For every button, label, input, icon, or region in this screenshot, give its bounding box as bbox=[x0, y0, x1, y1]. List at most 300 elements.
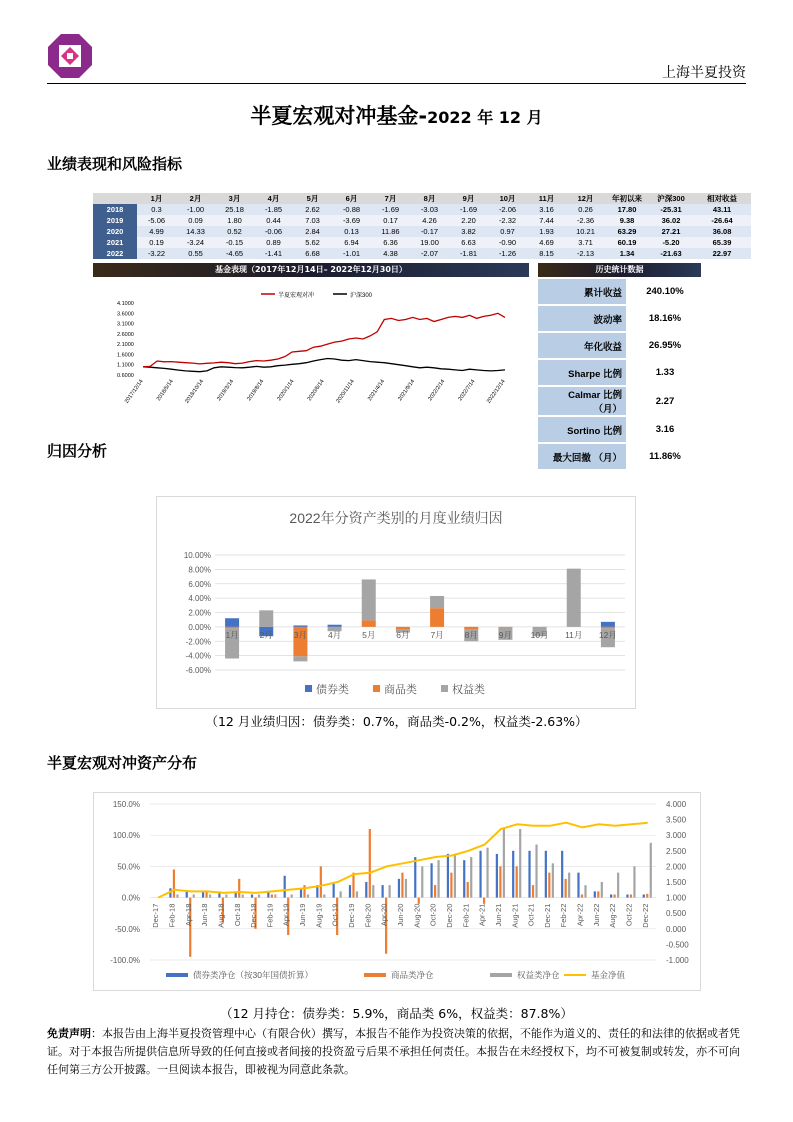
table-row bbox=[93, 204, 751, 215]
disclaimer-label: 免责声明 bbox=[47, 1027, 91, 1040]
bar-segment bbox=[601, 622, 615, 627]
y-tick-label: -4.00% bbox=[185, 651, 211, 661]
y-right-tick-label: 3.000 bbox=[666, 831, 687, 841]
x-tick-label: 2017/12/14 bbox=[123, 378, 145, 405]
bar bbox=[389, 885, 391, 897]
bar bbox=[340, 891, 342, 897]
y-tick-label: 4.1000 bbox=[117, 301, 134, 307]
x-tick-label: Apr-21 bbox=[477, 903, 487, 927]
x-tick-label: 2022/2/14 bbox=[427, 378, 447, 403]
perf-header-cell: 2月 bbox=[176, 193, 215, 204]
bar-segment bbox=[567, 569, 581, 627]
bar bbox=[414, 857, 416, 898]
y-left-tick-label: -50.0% bbox=[114, 924, 140, 934]
table-cell: 6.68 bbox=[293, 248, 332, 259]
table-cell: -1.69 bbox=[371, 204, 410, 215]
table-cell: 0.09 bbox=[176, 215, 215, 226]
bar bbox=[418, 898, 420, 904]
table-cell: 3.16 bbox=[527, 204, 566, 215]
attribution-chart-svg bbox=[157, 497, 635, 708]
y-tick-label: 2.1000 bbox=[117, 342, 134, 349]
x-tick-label: 4月 bbox=[327, 629, 342, 640]
table-cell: 10.21 bbox=[566, 226, 605, 237]
year-cell: 2019 bbox=[93, 215, 137, 226]
table-cell: 27.21 bbox=[649, 226, 693, 237]
table-cell: -2.32 bbox=[488, 215, 527, 226]
stat-row bbox=[538, 444, 704, 469]
table-cell: -0.17 bbox=[410, 226, 449, 237]
y-tick-label: 0.6000 bbox=[117, 373, 134, 379]
bar-segment bbox=[293, 656, 307, 661]
x-tick-label: Oct-22 bbox=[624, 903, 634, 927]
x-tick-label: Aug-19 bbox=[314, 903, 324, 928]
table-cell: 5.62 bbox=[293, 237, 332, 248]
y-tick-label: 0.00% bbox=[188, 622, 211, 632]
table-cell: 0.55 bbox=[176, 248, 215, 259]
x-tick-label: 11月 bbox=[565, 629, 583, 640]
table-cell: 4.99 bbox=[137, 226, 176, 237]
stat-value: 11.86% bbox=[626, 444, 704, 469]
y-tick-label: 4.00% bbox=[188, 594, 211, 604]
bar bbox=[483, 898, 485, 904]
title-main: 半夏宏观对冲基金- bbox=[250, 104, 428, 128]
perf-header-cell: 3月 bbox=[215, 193, 254, 204]
bar bbox=[303, 885, 305, 897]
legend-label: 权益类 bbox=[452, 684, 485, 696]
x-tick-label: Dec-17 bbox=[151, 903, 161, 928]
table-cell: -2.36 bbox=[566, 215, 605, 226]
bar bbox=[235, 893, 237, 898]
x-tick-label: Oct-18 bbox=[232, 903, 242, 927]
table-cell: 65.39 bbox=[693, 237, 751, 248]
bar-segment bbox=[396, 627, 410, 629]
perf-header-cell: 10月 bbox=[488, 193, 527, 204]
table-cell: 0.44 bbox=[254, 215, 293, 226]
x-tick-label: Aug-21 bbox=[510, 903, 520, 928]
y-tick-label: -6.00% bbox=[185, 666, 211, 675]
bar bbox=[581, 894, 583, 897]
year-cell: 2021 bbox=[93, 237, 137, 248]
table-cell: 7.03 bbox=[293, 215, 332, 226]
table-cell: 1.93 bbox=[527, 226, 566, 237]
bar-segment bbox=[225, 627, 239, 628]
x-tick-label: Jun-22 bbox=[591, 903, 601, 927]
table-cell: -2.06 bbox=[488, 204, 527, 215]
x-tick-label: Oct-21 bbox=[526, 903, 536, 927]
bar-segment bbox=[225, 618, 239, 627]
bar bbox=[545, 851, 547, 898]
table-cell: 19.00 bbox=[410, 237, 449, 248]
legend-swatch bbox=[305, 685, 312, 692]
bar bbox=[225, 894, 227, 897]
table-cell: 63.29 bbox=[605, 226, 649, 237]
attribution-chart bbox=[156, 496, 636, 709]
y-left-tick-label: 0.0% bbox=[121, 893, 140, 903]
stat-label: 波动率 bbox=[538, 306, 626, 331]
bar bbox=[643, 894, 645, 897]
table-cell: -3.69 bbox=[332, 215, 371, 226]
legend-label: 债券类净仓（按30年国债折算） bbox=[193, 970, 313, 980]
table-cell: -4.65 bbox=[215, 248, 254, 259]
stat-value: 3.16 bbox=[626, 417, 704, 442]
stat-row bbox=[538, 279, 704, 304]
table-cell: -1.85 bbox=[254, 204, 293, 215]
legend-label: 权益类净仓 bbox=[517, 970, 560, 980]
x-tick-label: 10月 bbox=[530, 629, 549, 640]
header-divider bbox=[47, 83, 746, 84]
legend-fund-label: 半夏宏观对冲 bbox=[278, 293, 315, 299]
y-tick-label: 2.6000 bbox=[117, 331, 134, 338]
legend-swatch bbox=[166, 973, 188, 977]
table-cell: 1.80 bbox=[215, 215, 254, 226]
x-tick-label: Apr-19 bbox=[281, 903, 291, 927]
table-cell: 6.94 bbox=[332, 237, 371, 248]
perf-header-cell: 8月 bbox=[410, 193, 449, 204]
bar bbox=[535, 845, 537, 898]
bar bbox=[401, 873, 403, 898]
table-cell: 0.52 bbox=[215, 226, 254, 237]
stat-label: 最大回撤 （月） bbox=[538, 444, 626, 469]
bar bbox=[450, 873, 452, 898]
stat-row bbox=[538, 387, 704, 415]
table-cell: 4.69 bbox=[527, 237, 566, 248]
perf-header-cell: 相对收益 bbox=[693, 193, 751, 204]
bar bbox=[577, 873, 579, 898]
bar-segment bbox=[362, 620, 376, 626]
y-right-tick-label: 2.500 bbox=[666, 846, 687, 856]
y-left-tick-label: 100.0% bbox=[112, 831, 140, 841]
perf-header-cell: 沪深300 bbox=[649, 193, 693, 204]
perf-header-cell: 5月 bbox=[293, 193, 332, 204]
x-tick-label: 2019/8/14 bbox=[246, 378, 266, 403]
section-title-attribution: 归因分析 bbox=[47, 442, 108, 460]
table-cell: 7.44 bbox=[527, 215, 566, 226]
x-tick-label: Oct-20 bbox=[428, 903, 438, 927]
y-left-tick-label: 150.0% bbox=[112, 800, 140, 809]
table-cell: 3.71 bbox=[566, 237, 605, 248]
bar bbox=[369, 829, 371, 898]
y-tick-label: 1.6000 bbox=[117, 352, 134, 359]
x-tick-label: 2020/6/14 bbox=[306, 378, 326, 403]
y-left-tick-label: -100.0% bbox=[110, 956, 140, 965]
bar bbox=[372, 885, 374, 897]
bar bbox=[398, 879, 400, 898]
table-cell: 60.19 bbox=[605, 237, 649, 248]
y-right-tick-label: 0.500 bbox=[666, 909, 687, 919]
table-row bbox=[93, 237, 751, 248]
table-cell: -3.22 bbox=[137, 248, 176, 259]
table-cell: 14.33 bbox=[176, 226, 215, 237]
legend-swatch bbox=[490, 973, 512, 977]
x-tick-label: Jun-21 bbox=[493, 903, 503, 927]
table-row bbox=[93, 215, 751, 226]
table-cell: 36.08 bbox=[693, 226, 751, 237]
history-stats-container bbox=[538, 277, 704, 471]
bar bbox=[548, 873, 550, 898]
nav-chart-banner: 基金表现（2017年12月14日– 2022年12月30日） bbox=[93, 263, 529, 277]
x-tick-label: Jun-19 bbox=[298, 903, 308, 927]
attribution-caption: （12 月业绩归因：债券类：0.7%，商品类-0.2%，权益类-2.63%） bbox=[205, 714, 588, 729]
bar bbox=[430, 863, 432, 897]
x-tick-label: 2022/12/14 bbox=[485, 378, 507, 405]
stat-value: 240.10% bbox=[626, 279, 704, 304]
legend-swatch bbox=[364, 973, 386, 977]
x-tick-label: 12月 bbox=[598, 629, 617, 640]
y-right-tick-label: 2.000 bbox=[666, 862, 687, 872]
section-title-allocation: 半夏宏观对冲资产分布 bbox=[47, 754, 198, 772]
title-date: 2022 年 12 月 bbox=[427, 108, 543, 127]
bar bbox=[499, 866, 501, 897]
table-cell: 9.38 bbox=[605, 215, 649, 226]
x-tick-label: 2018/10/14 bbox=[184, 378, 205, 405]
x-tick-label: 2020/1/14 bbox=[276, 378, 296, 403]
company-logo bbox=[47, 33, 93, 79]
x-tick-label: 6月 bbox=[396, 629, 410, 640]
perf-header-cell: 11月 bbox=[527, 193, 566, 204]
bar bbox=[512, 851, 514, 898]
bar-segment bbox=[328, 625, 342, 627]
bar bbox=[594, 891, 596, 897]
table-cell: 11.86 bbox=[371, 226, 410, 237]
table-cell: -5.06 bbox=[137, 215, 176, 226]
stat-label: Calmar 比例 （月） bbox=[538, 387, 626, 415]
x-tick-label: 2021/4/14 bbox=[367, 378, 386, 403]
bar bbox=[274, 894, 276, 897]
x-tick-label: Apr-22 bbox=[575, 903, 585, 927]
stat-label: Sortino 比例 bbox=[538, 417, 626, 442]
table-cell: 4.26 bbox=[410, 215, 449, 226]
y-right-tick-label: -0.500 bbox=[666, 940, 689, 950]
stat-label: 年化收益 bbox=[538, 333, 626, 358]
bar bbox=[382, 885, 384, 897]
bar bbox=[323, 894, 325, 897]
table-cell: 0.97 bbox=[488, 226, 527, 237]
bar bbox=[454, 854, 456, 898]
history-stats-table bbox=[538, 277, 704, 471]
table-cell: 0.17 bbox=[371, 215, 410, 226]
stat-row bbox=[538, 360, 704, 385]
y-right-tick-label: 0.000 bbox=[666, 924, 687, 934]
performance-table bbox=[93, 193, 751, 259]
history-stats-banner: 历史统计数据 bbox=[538, 263, 701, 277]
x-tick-label: Dec-20 bbox=[444, 903, 454, 928]
bar bbox=[405, 879, 407, 898]
bar-segment bbox=[601, 627, 615, 628]
x-tick-label: Dec-22 bbox=[640, 903, 650, 928]
section-title-perf: 业绩表现和风险指标 bbox=[47, 155, 183, 173]
year-cell: 2018 bbox=[93, 204, 137, 215]
stat-value: 1.33 bbox=[626, 360, 704, 385]
x-tick-label: Dec-19 bbox=[347, 903, 357, 928]
table-cell: -0.15 bbox=[215, 237, 254, 248]
table-cell: 2.62 bbox=[293, 204, 332, 215]
table-cell: -1.69 bbox=[449, 204, 488, 215]
bar-segment bbox=[430, 596, 444, 608]
bar bbox=[447, 854, 449, 898]
table-cell: 36.02 bbox=[649, 215, 693, 226]
table-cell: 2.20 bbox=[449, 215, 488, 226]
legend-index-label: 沪深300 bbox=[350, 293, 373, 299]
y-tick-label: 6.00% bbox=[188, 579, 211, 589]
x-tick-label: Feb-19 bbox=[265, 903, 275, 928]
stat-row bbox=[538, 306, 704, 331]
bar bbox=[467, 882, 469, 898]
bar bbox=[434, 885, 436, 897]
year-cell: 2022 bbox=[93, 248, 137, 259]
table-cell: 0.26 bbox=[566, 204, 605, 215]
allocation-chart-svg bbox=[94, 793, 700, 990]
bar bbox=[528, 851, 530, 898]
legend-label: 基金净值 bbox=[591, 970, 626, 980]
chart-title: 2022年分资产类别的月度业绩归因 bbox=[289, 510, 503, 526]
performance-table-header bbox=[93, 193, 751, 204]
bar bbox=[238, 879, 240, 898]
bar bbox=[271, 894, 273, 897]
x-tick-label: Aug-22 bbox=[608, 903, 618, 928]
bar-segment bbox=[259, 610, 273, 627]
x-tick-label: Feb-21 bbox=[461, 903, 471, 928]
table-cell: -2.13 bbox=[566, 248, 605, 259]
bar bbox=[356, 891, 358, 897]
y-tick-label: 2.00% bbox=[188, 608, 211, 618]
bar bbox=[630, 894, 632, 897]
perf-header-cell: 9月 bbox=[449, 193, 488, 204]
table-cell: 0.89 bbox=[254, 237, 293, 248]
x-tick-label: 1月 bbox=[225, 629, 239, 640]
bar bbox=[610, 894, 612, 897]
bar bbox=[176, 894, 178, 897]
table-cell: -25.31 bbox=[649, 204, 693, 215]
x-tick-label: Oct-19 bbox=[330, 903, 340, 927]
legend-label: 商品类净仓 bbox=[391, 970, 434, 980]
bar bbox=[552, 863, 554, 897]
bar bbox=[568, 873, 570, 898]
nav-chart bbox=[93, 279, 529, 421]
bar bbox=[284, 876, 286, 898]
perf-header-cell: 4月 bbox=[254, 193, 293, 204]
x-tick-label: Aug-18 bbox=[216, 903, 226, 928]
table-cell: -26.64 bbox=[693, 215, 751, 226]
bar bbox=[633, 866, 635, 897]
x-tick-label: 2020/11/14 bbox=[335, 378, 356, 405]
bar bbox=[496, 854, 498, 898]
bar bbox=[333, 882, 335, 898]
table-cell: -0.88 bbox=[332, 204, 371, 215]
table-cell: 6.36 bbox=[371, 237, 410, 248]
x-tick-label: Feb-18 bbox=[167, 903, 177, 928]
company-name: 上海半夏投资 bbox=[662, 65, 746, 81]
nav-chart-svg bbox=[93, 279, 529, 421]
table-cell: 0.19 bbox=[137, 237, 176, 248]
y-right-tick-label: 1.500 bbox=[666, 878, 687, 887]
bar bbox=[601, 882, 603, 898]
bar bbox=[532, 885, 534, 897]
table-row bbox=[93, 226, 751, 237]
y-left-tick-label: 50.0% bbox=[117, 862, 140, 872]
stat-value: 18.16% bbox=[626, 306, 704, 331]
stat-row bbox=[538, 417, 704, 442]
bar bbox=[193, 894, 195, 897]
bar bbox=[479, 851, 481, 898]
y-tick-label: 8.00% bbox=[188, 565, 211, 575]
disclaimer-text: ：本报告由上海半夏投资管理中心（有限合伙）撰写，本报告不能作为投资决策的依据，不能作为道义的、责任的和法律的依据或者凭证。对于本报告所提供信息所导致的任何直接或者间接的投资盈亏后果不承担任何责任。本报告在未经授权下，均不可被复制或转发，亦不可向任何第三方公开披露。一旦阅读本报告，即被视为同意此条款。 bbox=[47, 1027, 740, 1076]
table-cell: 43.11 bbox=[693, 204, 751, 215]
table-cell: -3.03 bbox=[410, 204, 449, 215]
bar-segment bbox=[293, 625, 307, 626]
bar-segment bbox=[430, 608, 444, 627]
allocation-caption: （12 月持仓：债券类：5.9%，商品类 6%，权益类：87.8%） bbox=[220, 1006, 573, 1021]
bar bbox=[597, 891, 599, 897]
table-cell: 2.84 bbox=[293, 226, 332, 237]
performance-table-container bbox=[93, 193, 751, 259]
page-title bbox=[0, 100, 793, 130]
bar bbox=[251, 894, 253, 897]
table-row bbox=[93, 248, 751, 259]
table-cell: -1.00 bbox=[176, 204, 215, 215]
bar bbox=[463, 860, 465, 897]
bar bbox=[470, 857, 472, 898]
y-tick-label: -2.00% bbox=[185, 637, 211, 647]
index-line bbox=[143, 359, 505, 372]
perf-header-cell: 7月 bbox=[371, 193, 410, 204]
bar bbox=[320, 866, 322, 897]
perf-header-cell bbox=[93, 193, 137, 204]
stat-row bbox=[538, 333, 704, 358]
bar bbox=[173, 870, 175, 898]
table-cell: -5.20 bbox=[649, 237, 693, 248]
table-cell: -3.24 bbox=[176, 237, 215, 248]
table-cell: -1.81 bbox=[449, 248, 488, 259]
table-cell: 0.3 bbox=[137, 204, 176, 215]
perf-header-cell: 12月 bbox=[566, 193, 605, 204]
y-tick-label: 10.00% bbox=[183, 551, 211, 560]
bar bbox=[352, 873, 354, 898]
table-cell: 25.18 bbox=[215, 204, 254, 215]
bar bbox=[516, 866, 518, 897]
table-cell: -1.26 bbox=[488, 248, 527, 259]
allocation-chart bbox=[93, 792, 701, 991]
y-right-tick-label: 1.000 bbox=[666, 893, 687, 903]
x-tick-label: 3月 bbox=[293, 629, 308, 640]
x-tick-label: Apr-20 bbox=[379, 903, 389, 927]
x-tick-label: 9月 bbox=[498, 629, 513, 640]
x-tick-label: Apr-18 bbox=[183, 903, 193, 927]
stat-label: Sharpe 比例 bbox=[538, 360, 626, 385]
y-tick-label: 3.6000 bbox=[117, 311, 134, 318]
y-right-tick-label: 3.500 bbox=[666, 815, 687, 825]
table-cell: -2.07 bbox=[410, 248, 449, 259]
x-tick-label: Feb-20 bbox=[363, 903, 373, 928]
table-cell: 6.63 bbox=[449, 237, 488, 248]
legend-label: 债券类 bbox=[316, 684, 349, 696]
table-cell: -1.41 bbox=[254, 248, 293, 259]
x-tick-label: 2021/9/14 bbox=[397, 378, 417, 403]
table-cell: 1.34 bbox=[605, 248, 649, 259]
bar bbox=[365, 882, 367, 898]
stat-value: 2.27 bbox=[626, 387, 704, 415]
bar bbox=[349, 885, 351, 897]
y-tick-label: 1.1000 bbox=[117, 362, 134, 369]
table-cell: -0.06 bbox=[254, 226, 293, 237]
x-tick-label: Jun-20 bbox=[396, 903, 405, 927]
y-right-tick-label: 4.000 bbox=[666, 800, 687, 809]
bar bbox=[584, 885, 586, 897]
bar bbox=[421, 866, 423, 897]
bar bbox=[646, 894, 648, 898]
x-tick-label: 2月 bbox=[259, 629, 273, 640]
bar bbox=[565, 879, 567, 898]
bar bbox=[626, 894, 628, 897]
